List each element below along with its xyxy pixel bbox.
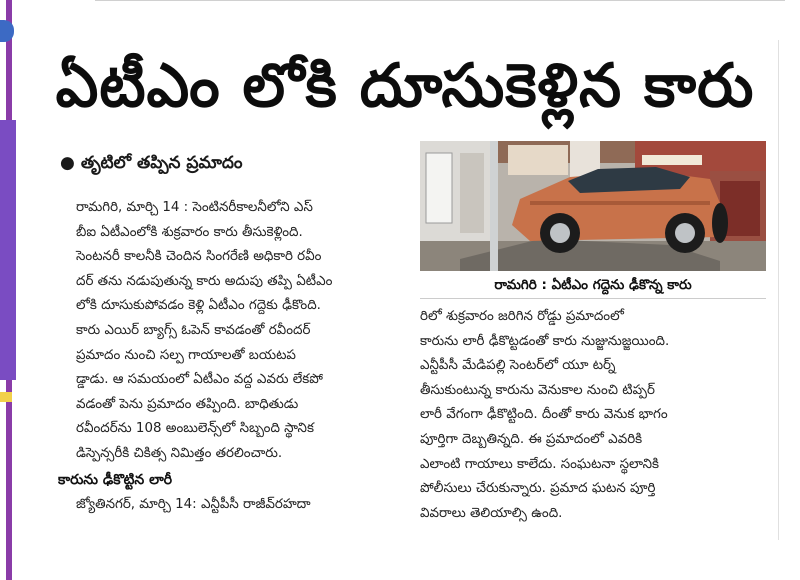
text-line: సెంటనరీ కాలనీకి చెందిన సింగరేణి అధికారి రవీం (76, 249, 322, 265)
border-tab-yellow (0, 392, 12, 402)
story-2-heading: కారును ఢీకొట్టిన లారీ (58, 471, 173, 488)
border-tab-violet (0, 120, 16, 380)
article-headline: ఏటీఎం లోకి దూసుకెళ్లిన కారు (55, 51, 755, 121)
text-line: డ్డాడు. ఆ సమయంలో ఏటీఎం వద్ద ఎవరు లేకపో (76, 372, 323, 388)
text-line: ఎన్టీపీసీ మేడిపల్లి సెంటర్‌లో యూ టర్న్ (420, 358, 616, 374)
text-line: వివరాలు తెలియాల్సి ఉంది. (420, 505, 563, 521)
text-line: ప్రమాదం నుంచి సల్ప గాయాలతో బయటప (76, 347, 296, 363)
text-line: రామగిరి, మార్చి 14 : సెంటినరీకాలనీలోని ఎస్ (76, 200, 313, 215)
text-line: పూర్తిగా దెబ్బతిన్నది. ఈ ప్రమాదంలో ఎవరికి (420, 431, 643, 447)
text-line: తీసుకుంటున్న కారును వెనుకాల నుంచి టిప్పర్ (420, 382, 655, 398)
news-photo-car-crash (420, 141, 766, 271)
photo-illustration (420, 141, 766, 271)
right-column-rule (778, 40, 779, 540)
text-line: కారు ఎయిర్ బ్యాగ్స్ ఓపెన్ కావడంతో రవీందర్ (76, 322, 311, 338)
text-line: డిస్పెన్సరీకి చికిత్స నిమిత్తం తరలించారు. (76, 445, 283, 461)
text-line: కారును లారీ ఢీకొట్టడంతో కారు నుజ్జునుజ్జయింది. (420, 333, 670, 349)
left-article-column (58, 196, 406, 517)
text-line: రవీందర్‌ను 108 అంబులెన్స్‌లో సిబ్బంది స్థానిక (76, 421, 314, 437)
subhead-text: తృటిలో తప్పిన ప్రమాదం (80, 153, 243, 173)
text-line: బీఐ ఏటీఎంలోకి శుక్రవారం కారు తీసుకెళ్లింది. (76, 224, 303, 240)
article-subhead (60, 150, 410, 176)
text-line: పోలీసులు చేరుకున్నారు. ప్రమాద ఘటన పూర్తి (420, 481, 656, 497)
story-2-body-start (58, 493, 406, 518)
text-line: వడంతో పెను ప్రమాదం తప్పింది. బాధితుడు (76, 396, 299, 412)
text-line: జ్యోతినగర్, మార్చి 14: ఎన్టీపీసీ రాజీవ్‌రహదా (76, 496, 311, 512)
right-article-column (420, 305, 766, 526)
text-line: లోకి దూసుకుపోవడం కెళ్లి ఏటీఎం గద్దెకు ఢీకొంది. (76, 298, 321, 314)
text-line: రిలో శుక్రవారం జరిగిన రోడ్డు ప్రమాదంలో (420, 309, 624, 324)
bullet-icon: ● (60, 153, 75, 173)
photo-caption: రామగిరి : ఏటీఎం గద్దెను ఢీకొన్న కారు (420, 272, 766, 299)
text-line: లారీ వేగంగా ఢీకొట్టింది. దీంతో కారు వెనుక భాగం (420, 407, 668, 423)
top-divider (95, 0, 785, 1)
page-left-border (0, 0, 22, 580)
story-1-body (58, 196, 406, 467)
text-line: ఎలాంటి గాయాలు కాలేదు. సంఘటనా స్థలానికి (420, 456, 659, 472)
text-line: దర్ తను నడుపుతున్న కారు అదుపు తప్పి ఏటీఎం (76, 273, 333, 289)
